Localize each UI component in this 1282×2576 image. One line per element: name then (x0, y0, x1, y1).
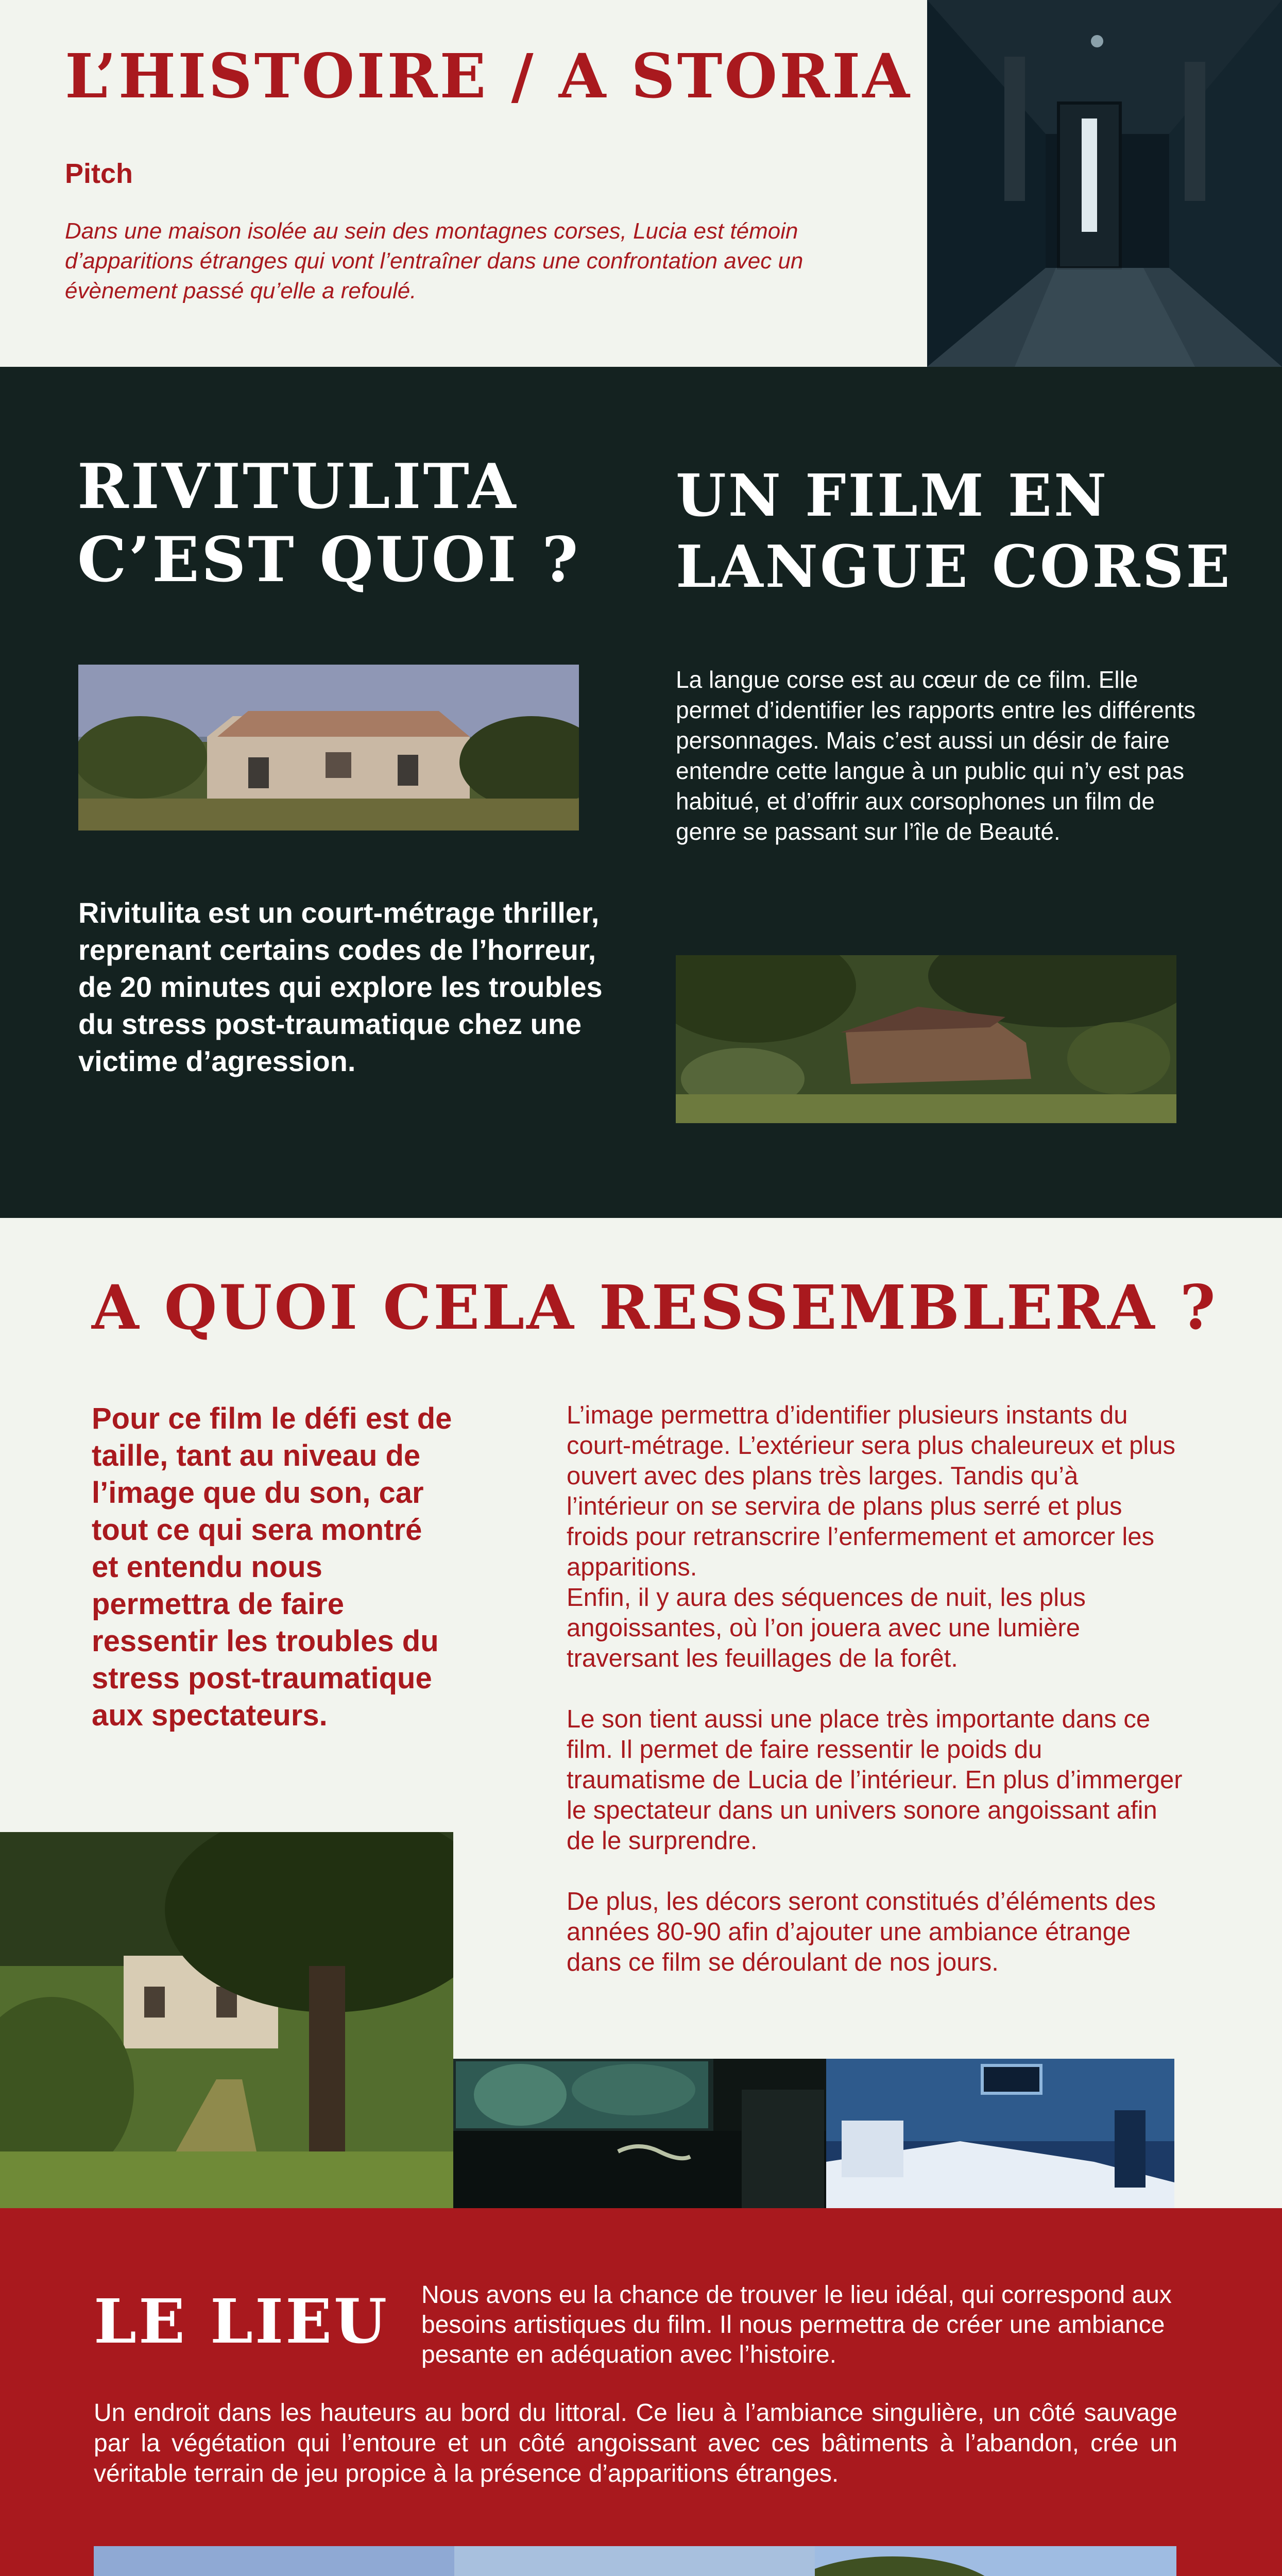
ressemblera-intro: Pour ce film le défi est de taille, tant au niveau de l’image que du son, car tout ce qui sera montré et entendu nous permettra de faire ressentir les troubles du stress post-traumatique aux spectateurs. (92, 1402, 452, 1732)
ressemblera-para3: De plus, les décors seront constitués d’éléments des années 80-90 afin d’ajouter une ambiance étrange dans ce film se déroulant de nos jours. (567, 1888, 1156, 1976)
location-photo-1 (94, 2546, 454, 2576)
ressemblera-title: A QUOI CELA RESSEMBLERA ? (92, 1272, 1218, 1343)
hallway-photo (927, 0, 1282, 367)
rivitulita-section (0, 367, 1282, 1218)
histoire-title: L’HISTOIRE / A STORIA (65, 40, 912, 112)
ressemblera-para2: Le son tient aussi une place très importante dans ce film. Il permet de faire ressentir le poids du traumatisme de Lucia de l’intérieur. En plus d’immerger le spectateur dans un univers sonore angoissant afin de le surprendre. (567, 1705, 1183, 1855)
window-lizard-photo (453, 2059, 826, 2208)
rivitulita-title-line1: RIVITULITA (77, 450, 518, 523)
histoire-section (0, 0, 1282, 367)
house-photo (78, 665, 579, 831)
ressemblera-para1b: Enfin, il y aura des séquences de nuit, les plus angoissantes, où l’on jouera avec une lumière traversant les feuillages de la forêt. (567, 1584, 1086, 1672)
lieu-text: Un endroit dans les hauteurs au bord du littoral. Ce lieu à l’ambiance singulière, un côté sauvage par la végétation qui l’entoure et un côté angoissant avec ces bâtiments à l’abandon, crée un véritable terrain de jeu propice à la présence d’apparitions étranges. (94, 2399, 1177, 2487)
hillside-photo (676, 955, 1176, 1123)
langue-text: La langue corse est au cœur de ce film. Elle permet d’identifier les rapports entre les différents personnages. Mais c’est aussi un désir de faire entendre cette langue à un public qui n’y est pas habitué, et d’offrir aux corsophones un film de genre se passant sur l’île de Beauté. (676, 666, 1196, 845)
lieu-title: LE LIEU (94, 2285, 389, 2357)
langue-title-line1: UN FILM EN (676, 462, 1109, 530)
rivitulita-title (77, 450, 580, 597)
pitch-text: Dans une maison isolée au sein des montagnes corses, Lucia est témoin d’apparitions étranges qui vont l’entraîner dans une confrontation avec un évènement passé qu’elle a refoulé. (65, 218, 804, 303)
location-photo-2 (454, 2546, 815, 2576)
pitch-label: Pitch (65, 158, 133, 189)
location-photo-3 (815, 2546, 1176, 2576)
rivitulita-text: Rivitulita est un court-métrage thriller, reprenant certains codes de l’horreur, de 20 minutes qui explore les troubles du stress post-traumatique chez une victime d’agression. (78, 896, 603, 1077)
langue-title-line2: LANGUE CORSE (676, 533, 1232, 601)
ressemblera-para1: L’image permettra d’identifier plusieurs instants du court-métrage. L’extérieur sera plus chaleureux et plus ouvert avec des plans très larges. Tandis qu’à l’intérieur on se servira de plans plus serré et plus froids pour retranscrire l’enfermement et amorcer les apparitions. (567, 1401, 1176, 1581)
lieu-intro: Nous avons eu la chance de trouver le lieu idéal, qui correspond aux besoins artistiques du film. Il nous permettra de créer une ambiance pesante en adéquation avec l’histoire. (421, 2281, 1172, 2368)
rivitulita-title-line2: C’EST QUOI ? (77, 523, 580, 596)
langue-title (676, 461, 1232, 603)
bedroom-photo (826, 2059, 1174, 2208)
tree-photo (0, 1832, 453, 2208)
ressemblera-body (567, 1400, 1185, 1978)
lieu-section (0, 2208, 1282, 2576)
